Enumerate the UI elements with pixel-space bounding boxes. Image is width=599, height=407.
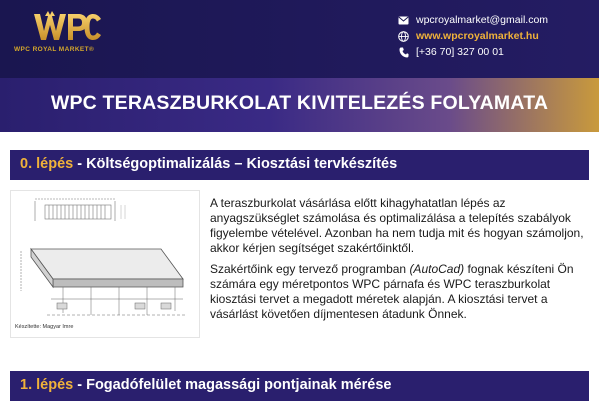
phone-icon bbox=[398, 47, 409, 58]
p2-software-name: (AutoCad) bbox=[409, 262, 465, 276]
page-title: WPC TERASZBURKOLAT KIVITELEZÉS FOLYAMATA bbox=[50, 92, 549, 114]
brand-name: WPC ROYAL MARKET® bbox=[14, 46, 95, 53]
contact-block bbox=[398, 12, 593, 60]
brand-logo[interactable] bbox=[14, 10, 124, 58]
contact-email-row[interactable] bbox=[398, 12, 593, 28]
step-1-header bbox=[10, 371, 589, 401]
contact-email[interactable]: wpcroyalmarket@gmail.com bbox=[416, 14, 549, 26]
globe-icon bbox=[398, 31, 409, 42]
step-0-title: - Költségoptimalizálás – Kiosztási tervkészítés bbox=[73, 156, 398, 172]
p2-text-start: Szakértőink egy tervező programban bbox=[210, 262, 410, 276]
page-title-banner bbox=[0, 78, 599, 132]
mail-icon bbox=[398, 15, 409, 26]
step-1-number: 1. lépés bbox=[20, 377, 74, 393]
step-1-heading bbox=[20, 377, 391, 393]
contact-phone-row[interactable] bbox=[398, 44, 593, 60]
figure-caption: Készítette: Magyar Imre bbox=[15, 324, 74, 330]
contact-phone[interactable]: [+36 70] 327 00 01 bbox=[416, 46, 504, 58]
p2-text-end: fognak készíteni Ön számára egy méretpontos WPC párnafa és WPC teraszburkolat kiosztási tervet a megadott méretek alapján. A kiosztási tervet a vásárlást követően díjmentesen átadunk Önnek. bbox=[210, 262, 574, 321]
step-0-header bbox=[10, 150, 589, 180]
contact-website-row[interactable] bbox=[398, 28, 593, 44]
step-0-number: 0. lépés bbox=[20, 156, 74, 172]
step-0-paragraph-2 bbox=[210, 262, 590, 322]
wpc-logo-mark bbox=[32, 10, 102, 44]
step-0-paragraph-1: A teraszburkolat vásárlása előtt kihagyhatatlan lépés az anyagszükséglet számolása és optimalizálása a telepítés szabályok figyelembe vételével. Azonban ha nem tudja mit és hogyan számoljon, akkor kérjen segítséget szakértőinktől. bbox=[210, 196, 584, 255]
contact-website[interactable]: www.wpcroyalmarket.hu bbox=[416, 30, 539, 42]
step-0-heading bbox=[20, 156, 397, 172]
step-1-title: - Fogadófelület magassági pontjainak mérése bbox=[73, 377, 392, 393]
layout-plan-figure bbox=[10, 190, 200, 338]
site-header bbox=[0, 0, 599, 78]
terrace-layout-drawing bbox=[11, 191, 201, 339]
